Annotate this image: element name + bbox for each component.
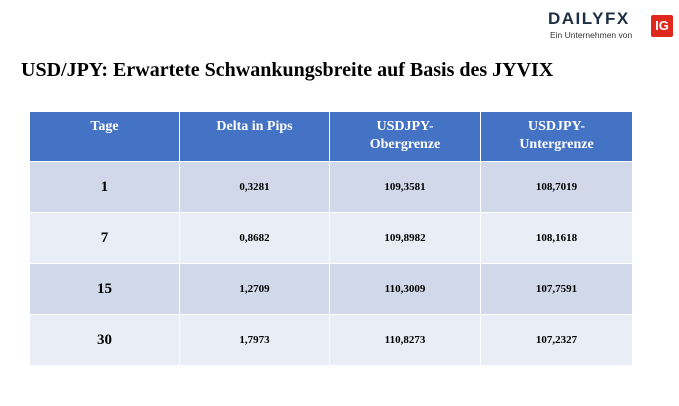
- header-line: USDJPY-: [527, 119, 586, 134]
- cell-tage: 1: [30, 162, 180, 213]
- cell-obergrenze: 110,3009: [330, 264, 481, 315]
- header-delta-in-pips: [180, 112, 330, 162]
- table-row: [30, 264, 633, 315]
- dailyfx-logo[interactable]: [548, 9, 676, 43]
- table-row: [30, 213, 633, 264]
- cell-untergrenze: 107,7591: [481, 264, 633, 315]
- cell-delta: 1,7973: [180, 315, 330, 366]
- cell-tage: 15: [30, 264, 180, 315]
- header-line: Obergrenze: [369, 137, 441, 152]
- cell-delta: 0,3281: [180, 162, 330, 213]
- cell-obergrenze: 109,3581: [330, 162, 481, 213]
- logo-subtitle: Ein Unternehmen von: [550, 30, 633, 40]
- header-line: USDJPY-: [376, 119, 434, 134]
- table-row: [30, 162, 633, 213]
- cell-obergrenze: 109,8982: [330, 213, 481, 264]
- ig-logo-icon: IG: [651, 15, 673, 37]
- table-row: [30, 315, 633, 366]
- cell-obergrenze: 110,8273: [330, 315, 481, 366]
- header-line: Tage: [90, 119, 119, 134]
- cell-untergrenze: 108,1618: [481, 213, 633, 264]
- cell-tage: 30: [30, 315, 180, 366]
- table-header-row: [30, 112, 633, 162]
- cell-untergrenze: 107,2327: [481, 315, 633, 366]
- logo-wordmark: DAILYFX: [548, 9, 630, 28]
- cell-tage: 7: [30, 213, 180, 264]
- header-obergrenze: [330, 112, 481, 162]
- cell-delta: 0,8682: [180, 213, 330, 264]
- expected-range-table: [29, 111, 633, 366]
- cell-delta: 1,2709: [180, 264, 330, 315]
- header-line: Delta in Pips: [216, 119, 293, 134]
- header-untergrenze: [481, 112, 633, 162]
- cell-untergrenze: 108,7019: [481, 162, 633, 213]
- header-line: Untergrenze: [519, 137, 594, 152]
- header-tage: [30, 112, 180, 162]
- page-title: USD/JPY: Erwartete Schwankungsbreite auf Basis des JYVIX: [21, 59, 554, 81]
